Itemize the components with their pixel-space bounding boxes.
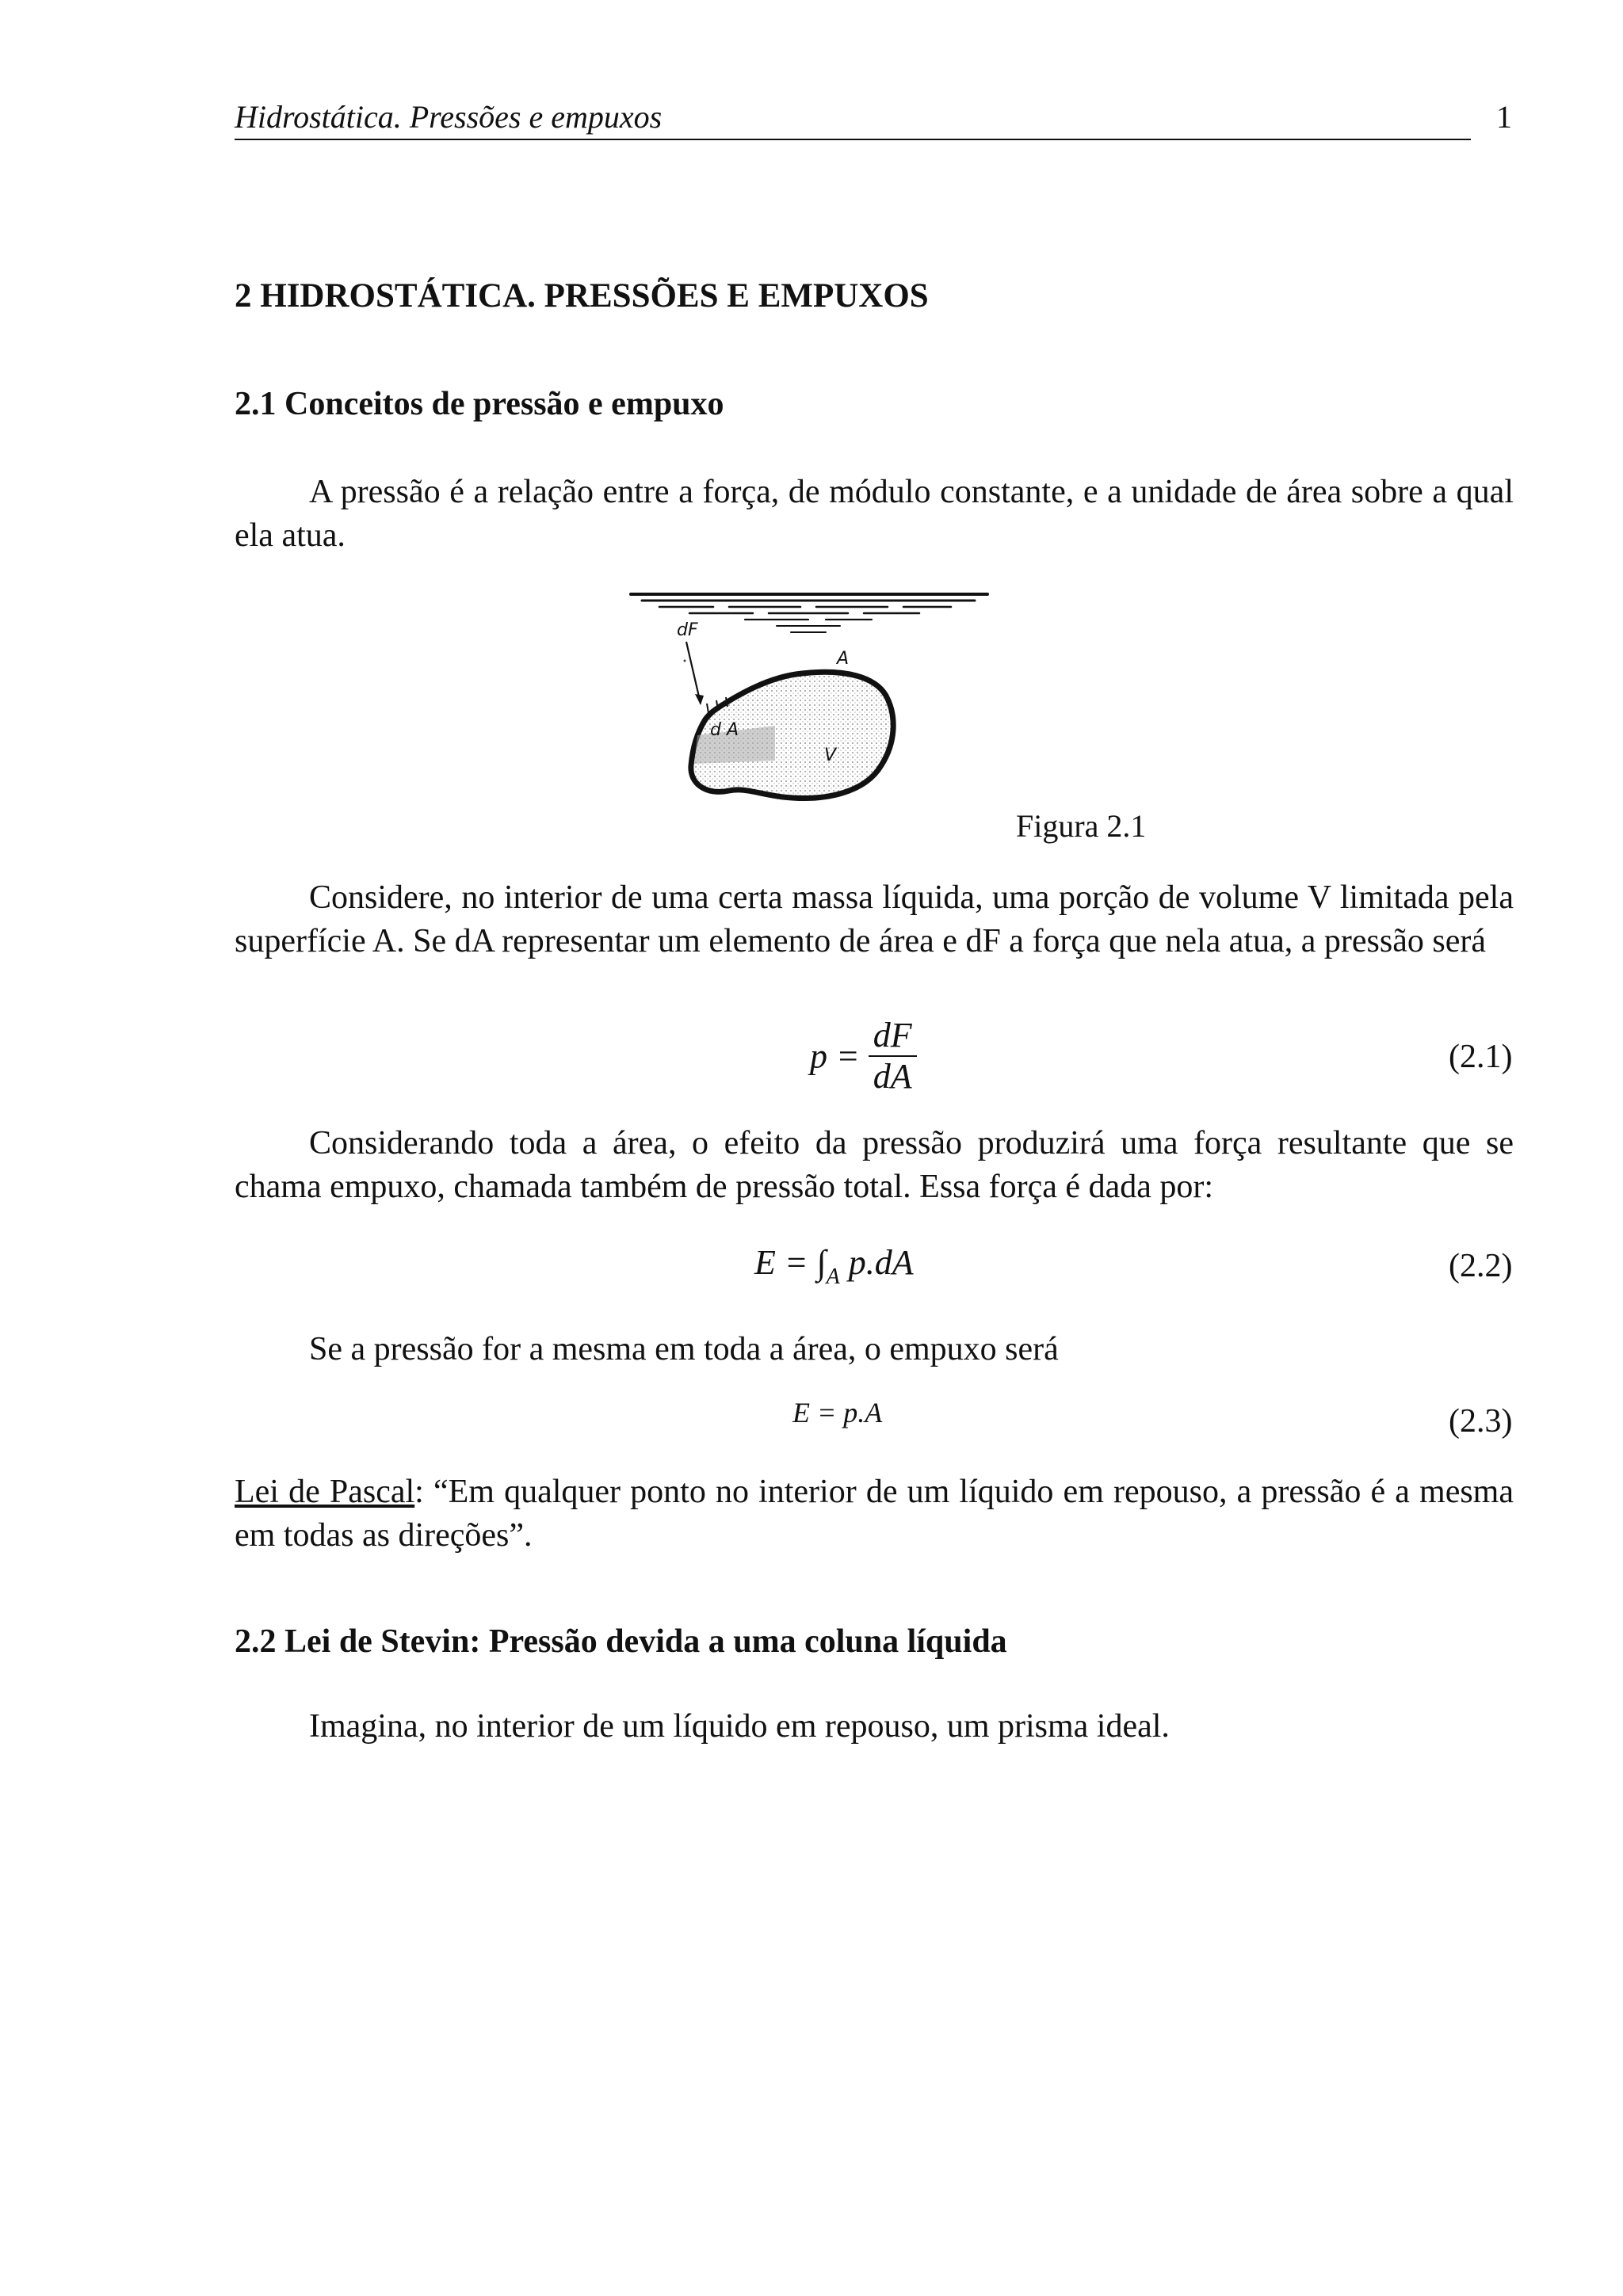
figure-2-1 [618, 585, 999, 814]
paragraph-consider-volume: Considere, no interior de uma certa massa líquida, uma porção de volume V limitada pela superfície A. Se dA representar um elemento de área e dF a força que nela atua, a pressão será [235, 879, 1514, 959]
pascal-law-text: : “Em qualquer ponto no interior de um líquido em repouso, a pressão é a mesma em todas as direções”. [235, 1474, 1514, 1554]
paragraph-ideal-prism: Imagina, no interior de um líquido em repouso, um prisma ideal. [309, 1708, 1170, 1745]
equation-2-2-subscript: A [826, 1264, 840, 1289]
running-header-title: Hidrostática. Pressões e empuxos [235, 99, 663, 135]
equation-2-1-number: (2.1) [1449, 1039, 1513, 1075]
equation-2-2-rhs: p.dA [848, 1243, 914, 1282]
equation-2-2-number: (2.2) [1449, 1248, 1513, 1284]
stray-dot [684, 660, 686, 662]
section-2-1-heading: 2.1 Conceitos de pressão e empuxo [235, 386, 724, 422]
equation-2-2 [754, 1242, 914, 1289]
force-arrow [686, 642, 701, 704]
label-A: A [837, 649, 850, 669]
equation-2-3-number: (2.3) [1449, 1403, 1513, 1440]
paragraph-constant-pressure: Se a pressão for a mesma em toda a área, o empuxo será [309, 1331, 1059, 1367]
force-arrowhead [695, 694, 704, 705]
label-dF: dF [677, 620, 698, 640]
label-V: V [824, 746, 837, 765]
equation-2-1-fraction [869, 1016, 917, 1097]
header-rule [235, 139, 1471, 140]
paragraph-pascal-law [235, 1470, 1514, 1558]
equation-2-1 [810, 1016, 917, 1097]
pascal-law-label: Lei de Pascal [235, 1474, 415, 1510]
page-number: 1 [1496, 99, 1512, 135]
equation-2-2-lhs: E = ∫ [754, 1243, 827, 1282]
paragraph-pressure-definition: A pressão é a relação entre a força, de módulo constante, e a unidade de área sobre a qual ela atua. [235, 474, 1514, 554]
paragraph-empuxo: Considerando toda a área, o efeito da pressão produzirá uma força resultante que se chama empuxo, chamada também de pressão total. Essa força é dada por: [235, 1125, 1514, 1205]
label-dA: d A [710, 720, 739, 740]
chapter-heading: 2 HIDROSTÁTICA. PRESSÕES E EMPUXOS [235, 277, 929, 315]
figure-caption: Figura 2.1 [1016, 808, 1147, 844]
equation-2-1-numerator: dF [873, 1016, 912, 1055]
section-2-2-heading: 2.2 Lei de Stevin: Pressão devida a uma coluna líquida [235, 1623, 1007, 1660]
equation-2-1-lhs: p = [810, 1036, 860, 1076]
equation-2-3: E = p.A [792, 1397, 883, 1428]
equation-2-1-denominator: dA [873, 1057, 912, 1096]
